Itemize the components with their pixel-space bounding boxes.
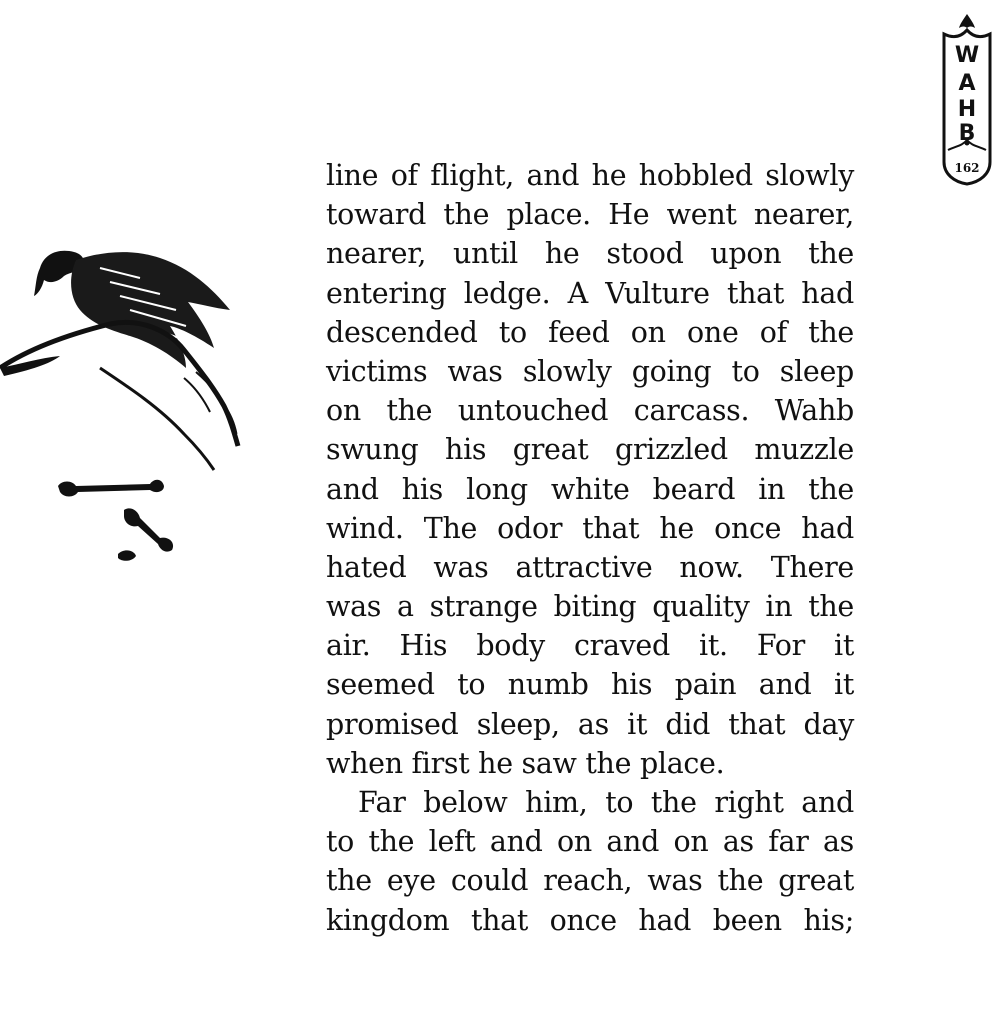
text-line: on the untouched carcass. Wahb	[326, 394, 854, 428]
page-number: 162	[954, 161, 980, 175]
text-line: entering ledge. A Vulture that had	[326, 276, 854, 310]
badge-letter-a: A	[958, 71, 976, 96]
text-line: hated was attractive now. There	[326, 550, 854, 584]
text-line: line of flight, and he hobbled slowly	[326, 159, 854, 192]
text-line: when first he saw the place.	[326, 746, 725, 780]
text-line: was a strange biting quality in the	[326, 590, 854, 624]
body-text	[326, 156, 854, 940]
text-line: swung his great grizzled muzzle	[326, 433, 854, 467]
text-line: toward the place. He went nearer,	[326, 198, 854, 232]
text-line: air. His body craved it. For it	[326, 629, 854, 663]
text-line: kingdom that once had been his;	[326, 903, 854, 937]
wahb-page-badge-icon	[938, 12, 996, 190]
vulture-illustration-icon	[0, 238, 245, 568]
text-line: seemed to numb his pain and it	[326, 668, 854, 702]
text-line: to the left and on and on as far as	[326, 825, 854, 859]
text-line: descended to feed on one of the	[326, 315, 854, 349]
text-line: and his long white beard in the	[326, 472, 854, 506]
text-line: wind. The odor that he once had	[326, 511, 854, 545]
text-line: promised sleep, as it did that day	[326, 707, 854, 741]
text-line: victims was slowly going to sleep	[326, 354, 854, 388]
badge-letter-b: B	[958, 121, 976, 146]
text-line: Far below him, to the right and	[358, 786, 854, 819]
badge-letter-w: W	[954, 43, 980, 68]
badge-letter-h: H	[957, 97, 977, 122]
text-line: the eye could reach, was the great	[326, 864, 854, 898]
text-line: nearer, until he stood upon the	[326, 237, 854, 271]
